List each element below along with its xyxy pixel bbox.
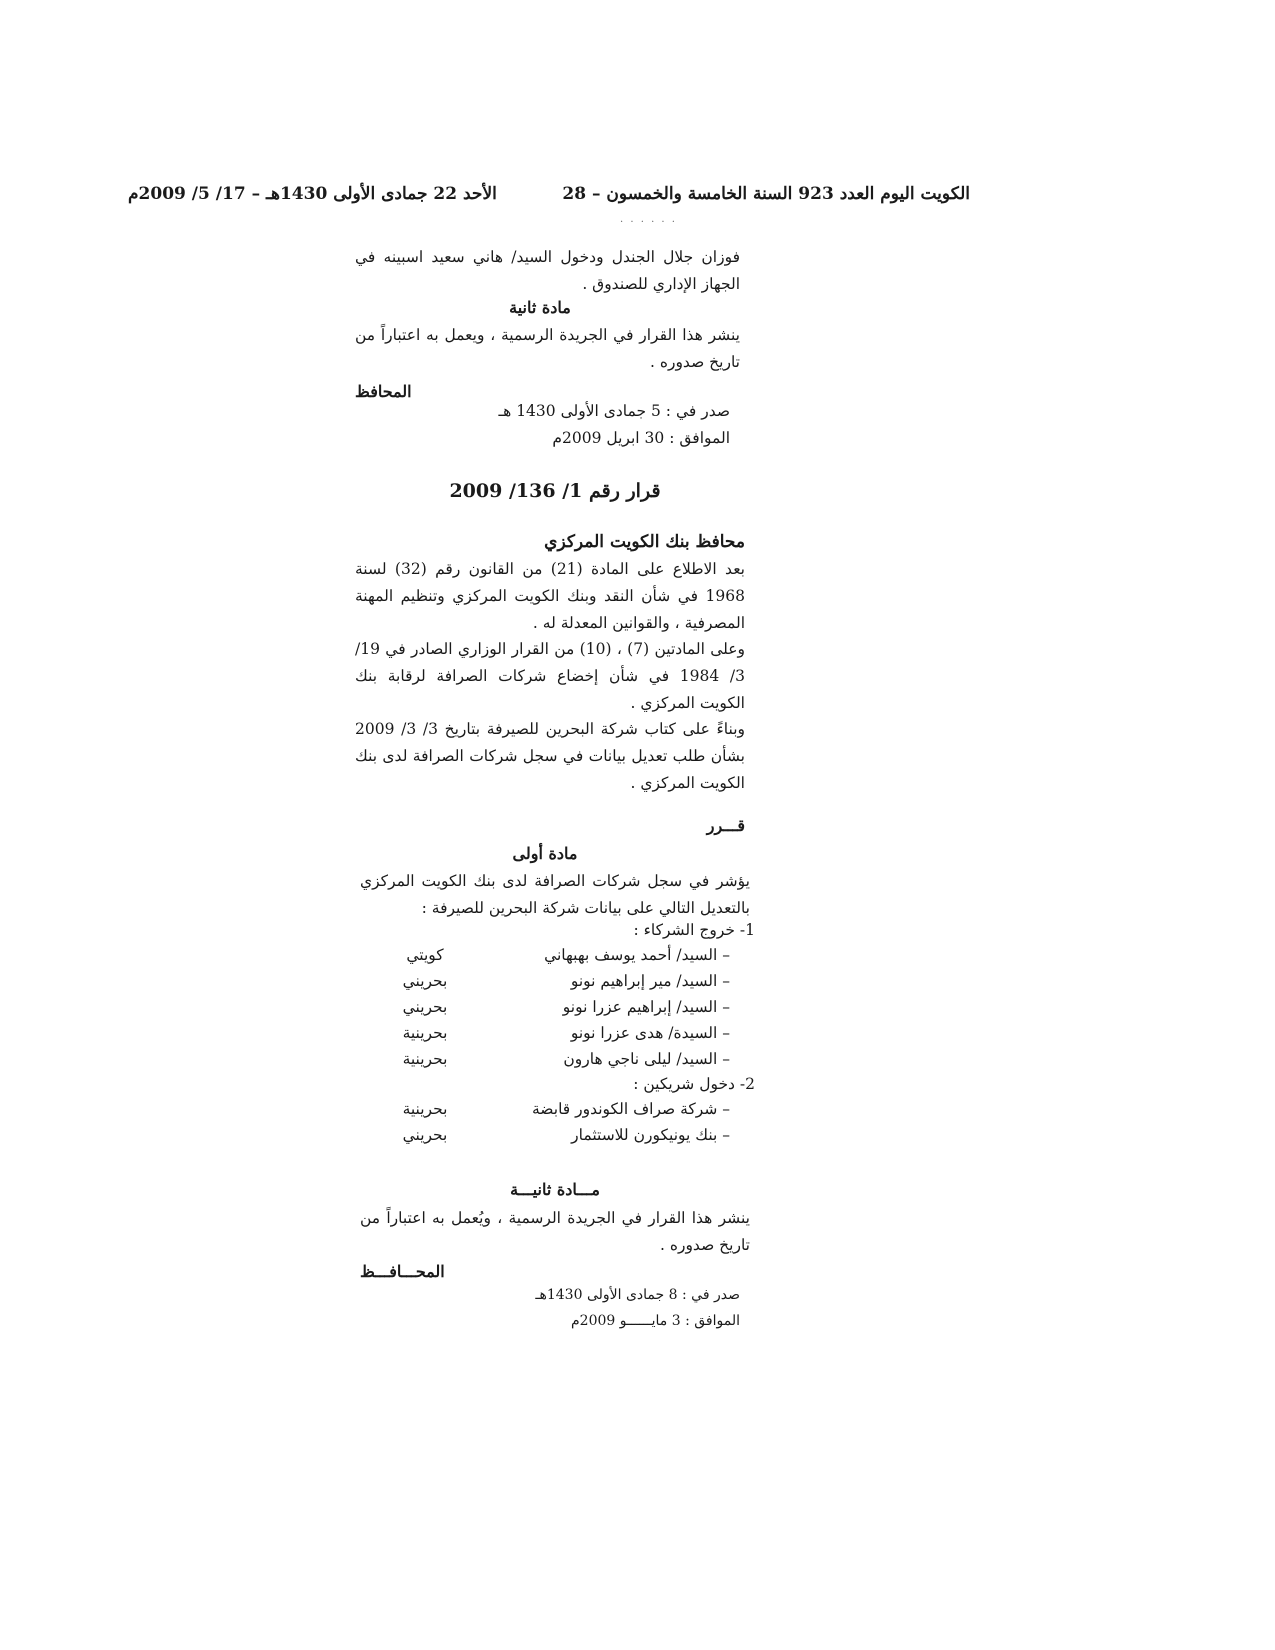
- preamble-paragraph: بعد الاطلاع على المادة (21) من القانون رقم (32) لسنة 1968 في شأن النقد وبنك الكويت المركزي وتنظيم المهنة المصرفية ، والقوانين المعدلة له .: [355, 560, 745, 632]
- article-text: يؤشر في سجل شركات الصرافة لدى بنك الكويت المركزي بالتعديل التالي على بيانات شركة البحرين للصيرفة :: [360, 872, 750, 917]
- issuer-heading: محافظ بنك الكويت المركزي: [544, 532, 745, 552]
- article-heading: مادة أولى: [512, 844, 578, 863]
- partner-name: – السيد/ إبراهيم عزرا نونو: [562, 998, 730, 1016]
- corresponding-date: الموافق : 30 ابريل 2009م: [552, 429, 730, 447]
- issued-date: صدر في : 8 جمادى الأولى 1430هـ: [535, 1287, 740, 1303]
- partner-row: [385, 968, 730, 994]
- entry-partners-heading: 2- دخول شريكين :: [633, 1075, 755, 1093]
- exit-partners-heading: 1- خروج الشركاء :: [633, 921, 755, 939]
- partner-nationality: بحريني: [402, 998, 448, 1016]
- partner-nationality: بحريني: [402, 972, 448, 990]
- partner-name: – شركة صراف الكوندور قابضة: [532, 1100, 730, 1118]
- article-heading: مادة ثانية: [509, 298, 571, 317]
- partner-name: – السيد/ مير إبراهيم نونو: [570, 972, 730, 990]
- partner-nationality: كويتي: [406, 946, 444, 964]
- partner-nationality: بحرينية: [402, 1024, 448, 1042]
- article-text: ينشر هذا القرار في الجريدة الرسمية ، ويُعمل به اعتباراً من تاريخ صدوره .: [360, 1209, 750, 1254]
- partner-row: [385, 994, 730, 1020]
- partner-nationality: بحرينية: [402, 1100, 448, 1118]
- partner-row: [385, 1020, 730, 1046]
- partner-row: [385, 1122, 730, 1148]
- partner-row: [385, 1046, 730, 1072]
- governor-label: المحـــافـــظ: [360, 1262, 445, 1281]
- header-dots: . . . . . .: [620, 214, 677, 225]
- preamble-paragraph: وعلى المادتين (7) ، (10) من القرار الوزاري الصادر في 19/ 3/ 1984 في شأن إخضاع شركات الصرافة لرقابة بنك الكويت المركزي .: [355, 640, 746, 712]
- partner-name: – السيد/ ليلى ناجي هارون: [563, 1050, 730, 1068]
- partner-name: – بنك يونيكورن للاستثمار: [571, 1126, 730, 1144]
- corresponding-date: الموافق : 3 مايــــــو 2009م: [571, 1313, 740, 1329]
- partner-nationality: بحريني: [402, 1126, 448, 1144]
- decides-label: قـــرر: [706, 816, 745, 835]
- partner-nationality: بحرينية: [402, 1050, 448, 1068]
- header-issue-info: الكويت اليوم العدد 923 السنة الخامسة والخمسون – 28: [562, 184, 970, 204]
- partner-row: [385, 1096, 730, 1122]
- partner-row: [385, 942, 730, 968]
- decision-title: قرار رقم 1/ 136/ 2009: [449, 480, 661, 502]
- issued-date: صدر في : 5 جمادى الأولى 1430 هـ: [498, 402, 730, 420]
- partner-name: – السيد/ أحمد يوسف بهبهاني: [544, 946, 730, 964]
- article-text: ينشر هذا القرار في الجريدة الرسمية ، ويعمل به اعتباراً من تاريخ صدوره .: [355, 326, 740, 371]
- partner-name: – السيدة/ هدى عزرا نونو: [570, 1024, 730, 1042]
- governor-label: المحافظ: [355, 382, 412, 401]
- continuation-paragraph: فوزان جلال الجندل ودخول السيد/ هاني سعيد اسبينه في الجهاز الإداري للصندوق .: [355, 248, 740, 293]
- header-date: الأحد 22 جمادى الأولى 1430هـ – 17/ 5/ 2009م: [128, 184, 497, 204]
- article-heading: مـــادة ثانيـــة: [510, 1180, 600, 1199]
- preamble-paragraph: وبناءً على كتاب شركة البحرين للصيرفة بتاريخ 3/ 3/ 2009 بشأن طلب تعديل بيانات في سجل شركات الصرافة لدى بنك الكويت المركزي .: [355, 720, 745, 792]
